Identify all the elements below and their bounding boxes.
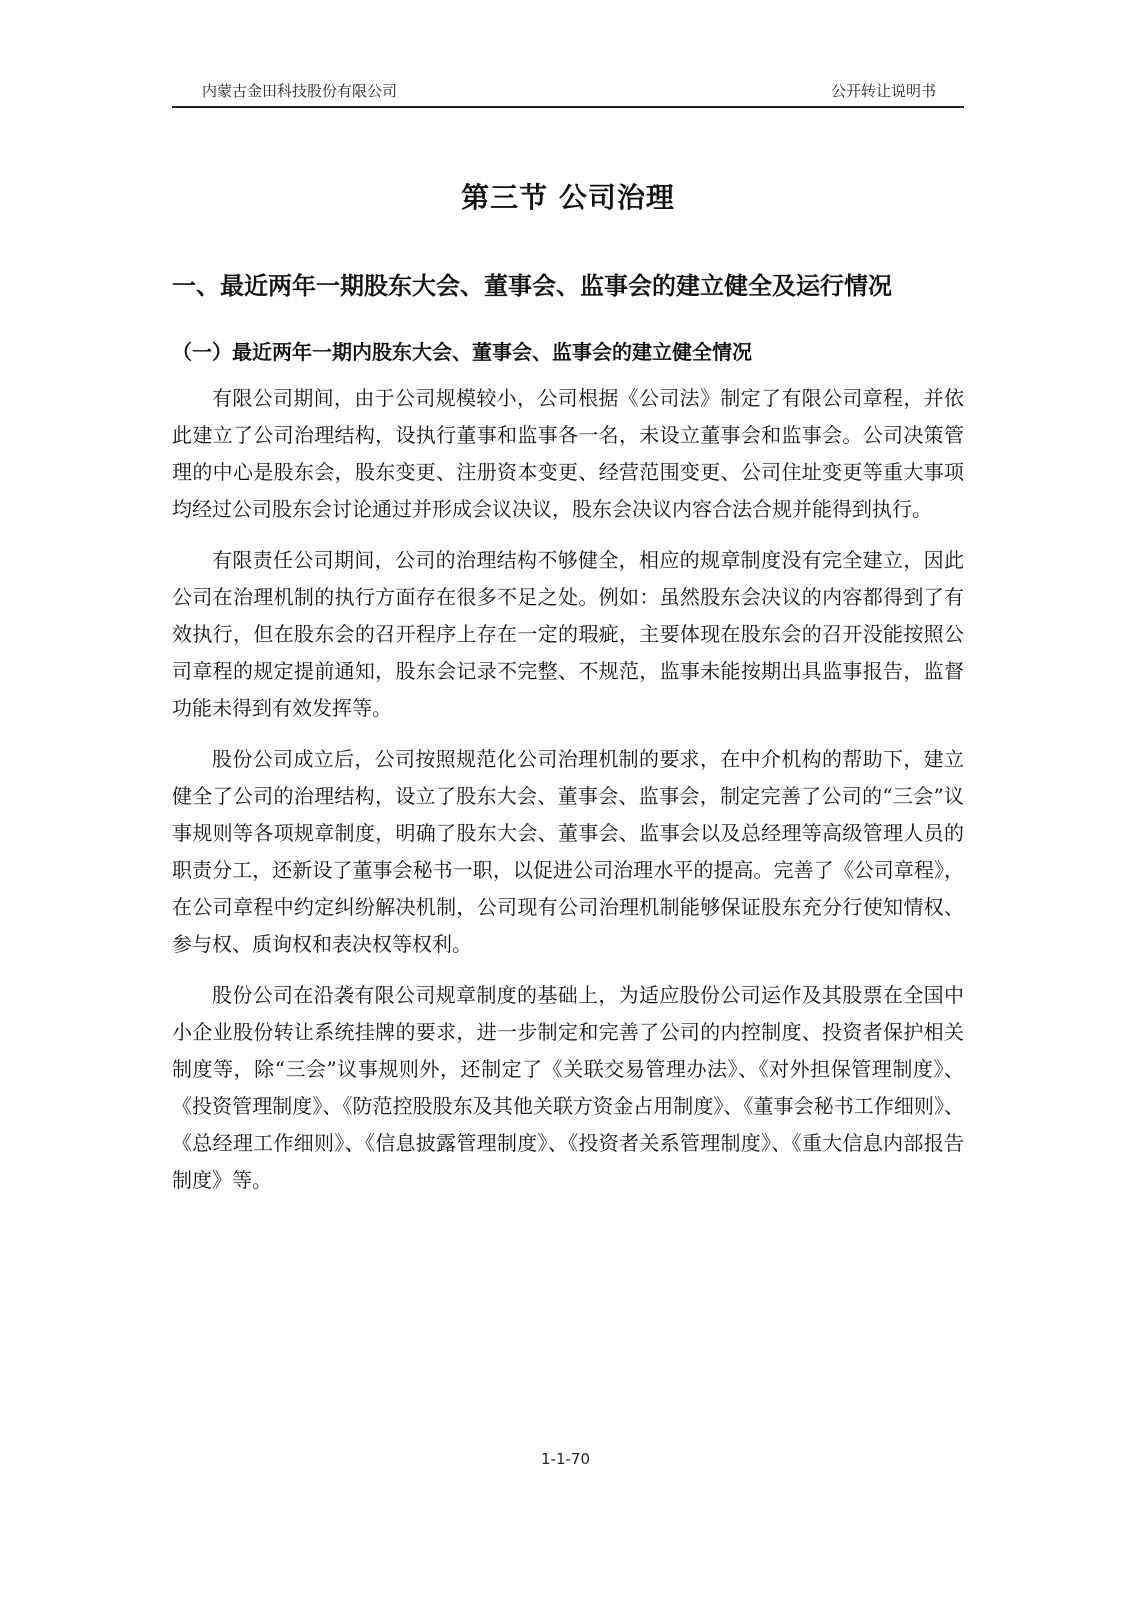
header-document-type: 公开转让说明书 xyxy=(830,82,936,100)
paragraph-1: 有限公司期间，由于公司规模较小，公司根据《公司法》制定了有限公司章程，并依此建立了公司治理结构，设执行董事和监事各一名，未设立董事会和监事会。公司决策管理的中心是股东会，股东变更、注册资本变更、经营范围变更、公司住址变更等重大事项均经过公司股东会讨论通过并形成会议决议，股东会决议内容合法合规并能得到执行。 xyxy=(172,386,964,521)
body-text xyxy=(172,380,964,1213)
chapter-title: 第三节 公司治理 xyxy=(461,181,675,214)
sub-heading: （一）最近两年一期内股东大会、董事会、监事会的建立健全情况 xyxy=(172,340,752,364)
paragraph-4: 股份公司在沿袭有限公司规章制度的基础上，为适应股份公司运作及其股票在全国中小企业股份转让系统挂牌的要求，进一步制定和完善了公司的内控制度、投资者保护相关制度等，除“三会”议事规则外，还制定了《关联交易管理办法》、《对外担保管理制度》、《投资管理制度》、《防范控股股东及其他关联方资金占用制度》、《董事会秘书工作细则》、《总经理工作细则》、《信息披露管理制度》、《投资者关系管理制度》、《重大信息内部报告制度》等。 xyxy=(172,983,964,1192)
page-number: 1-1-70 xyxy=(541,1450,590,1468)
header-company-name: 内蒙古金田科技股份有限公司 xyxy=(202,82,398,100)
section-heading: 一、最近两年一期股东大会、董事会、监事会的建立健全及运行情况 xyxy=(172,272,892,300)
paragraph-2: 有限责任公司期间，公司的治理结构不够健全，相应的规章制度没有完全建立，因此公司在治理机制的执行方面存在很多不足之处。例如：虽然股东会决议的内容都得到了有效执行，但在股东会的召开程序上存在一定的瑕疵，主要体现在股东会的召开没能按照公司章程的规定提前通知，股东会记录不完整、不规范，监事未能按期出具监事报告，监督功能未得到有效发挥等。 xyxy=(172,548,964,720)
page-header xyxy=(172,80,964,108)
paragraph-3: 股份公司成立后，公司按照规范化公司治理机制的要求，在中介机构的帮助下，建立健全了公司的治理结构，设立了股东大会、董事会、监事会，制定完善了公司的“三会”议事规则等各项规章制度，明确了股东大会、董事会、监事会以及总经理等高级管理人员的职责分工，还新设了董事会秘书一职，以促进公司治理水平的提高。完善了《公司章程》，在公司章程中约定纠纷解决机制，公司现有公司治理机制能够保证股东充分行使知情权、参与权、质询权和表决权等权利。 xyxy=(172,747,964,956)
